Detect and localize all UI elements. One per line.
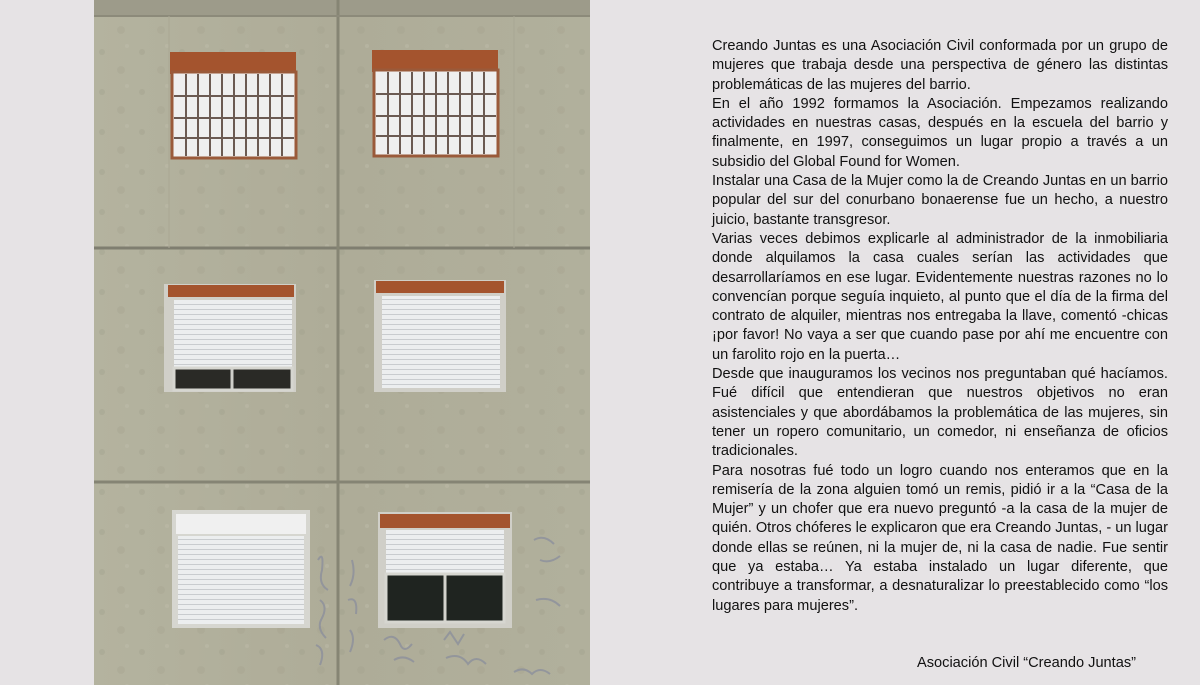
paragraph: Desde que inauguramos los vecinos nos preguntaban qué hacíamos. Fué difícil que entendieran que nuestros objetivos no eran asistenciales y que abordábamos la problemática de las mujeres, sin tener un ropero comunitario, un comedor, ni enseñanza de oficios tradicionales. bbox=[712, 366, 1168, 460]
paragraph: Instalar una Casa de la Mujer como la de Creando Juntas en un barrio popular del sur del conurbano bonaerense fue un hecho, a nuestro juicio, bastante transgresor. bbox=[712, 173, 1168, 228]
article-body bbox=[712, 37, 1168, 616]
shutter-window bbox=[172, 510, 310, 628]
shutter-window bbox=[378, 512, 512, 628]
barred-window bbox=[170, 52, 296, 158]
paragraph: Varias veces debimos explicarle al administrador de la inmobiliaria donde alquilamos la casa cuales serían las actividades que desarrollaríamos en ese lugar. Evidentemente nuestras razones no lo convencían porque seguía inquieto, al punto que el día de la firma del contrato de alquiler, mientras nos entregaba la llave, comentó -chicas ¡por favor! No vaya a ser que cuando pase por ahí me encuentre con un farolito rojo en la puerta… bbox=[712, 230, 1168, 363]
shutter-window bbox=[164, 284, 296, 392]
shutter-window bbox=[374, 280, 506, 392]
paragraph: Creando Juntas es una Asociación Civil conformada por un grupo de mujeres que trabaja desde una perspectiva de género las distintas problemáticas de las mujeres del barrio. bbox=[712, 38, 1168, 93]
barred-window bbox=[372, 50, 498, 156]
paragraph: Para nosotras fué todo un logro cuando nos enteramos que en la remisería de la zona alguien tomó un remis, pidió ir a la “Casa de la Mujer” y un chofer que era nuevo preguntó -a la casa de la mujer de quién. Otros chóferes le explicaron que era Creando Juntas, - un lugar donde ellas se reúnen, ni la mujer de, ni la casa de nadie. Fue sentir que ya estaba… Ya estaba instalado un lugar diferente, que contribuye a transformar, a desnaturalizar lo preestablecido como “los lugares para mujeres”. bbox=[712, 462, 1168, 614]
signature: Asociación Civil “Creando Juntas” bbox=[917, 655, 1136, 671]
paragraph: En el año 1992 formamos la Asociación. Empezamos realizando actividades en nuestras casas, después en la escuela del barrio y finalmente, en 1997, conseguimos un lugar propio a través a un subsidio del Global Found for Women. bbox=[712, 95, 1168, 170]
building-facade-photo bbox=[94, 0, 590, 685]
